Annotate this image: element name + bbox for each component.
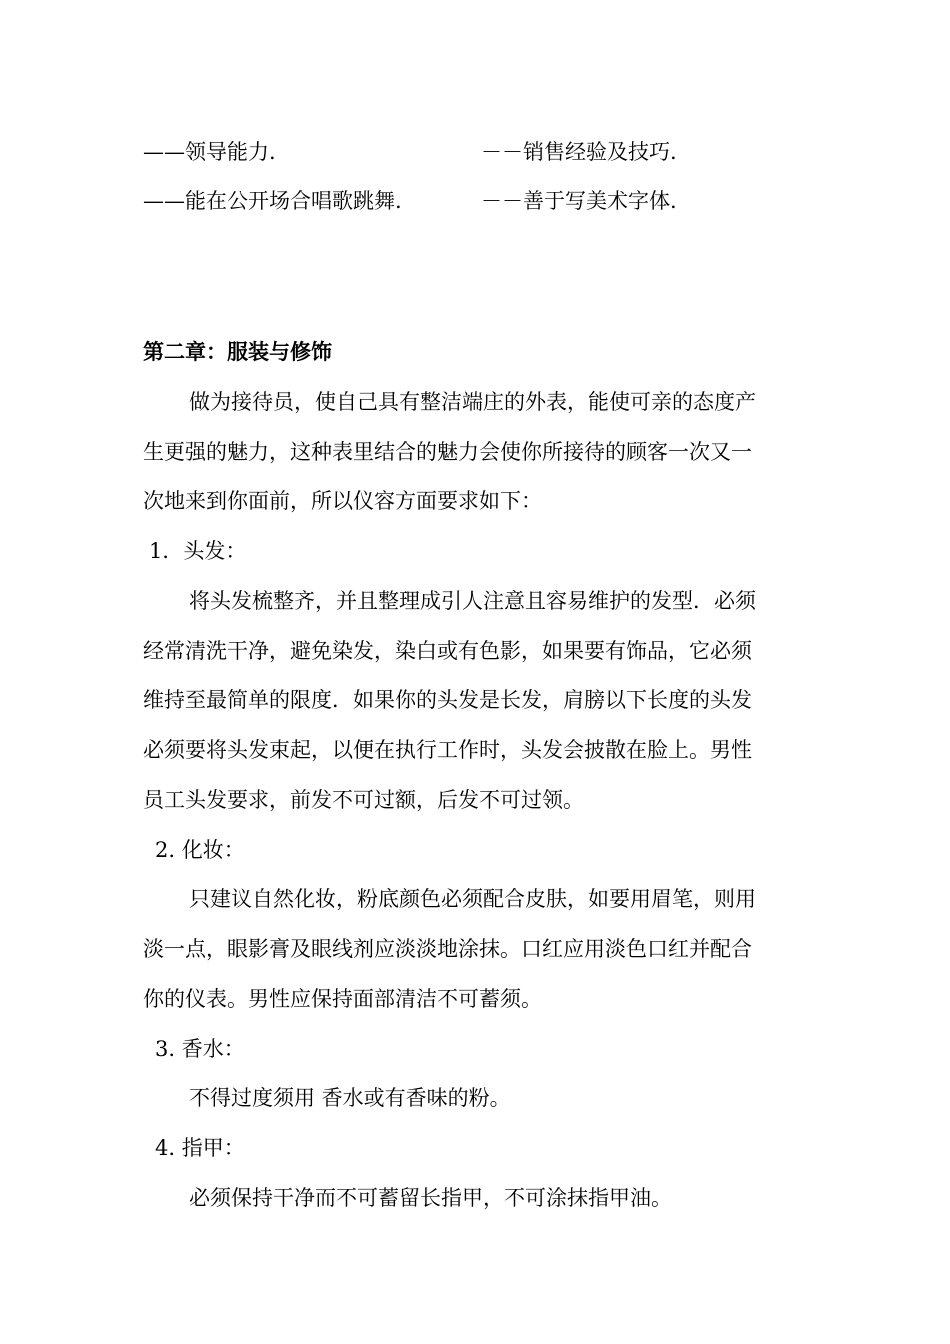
section-text: 将头发梳整齐，并且整理成引人注意且容易维护的发型．必须 [189,589,756,613]
chapter-title: 第二章：服装与修饰 [143,339,332,364]
section-text: 必须要将头发束起，以便在执行工作时，头发会披散在脸上。男性 [143,738,752,762]
section-text: 维持至最简单的限度．如果你的头发是长发，肩膀以下长度的头发 [143,688,752,712]
skill-item: －－销售经验及技巧. [481,140,677,164]
section-heading-makeup: 2. 化妆： [155,838,245,862]
section-text: 只建议自然化妆，粉底颜色必须配合皮肤，如要用眉笔，则用 [189,887,756,911]
section-text: 员工头发要求，前发不可过额，后发不可过领。 [143,788,584,812]
intro-line: 做为接待员，使自己具有整洁端庄的外表，能使可亲的态度产 [189,390,756,414]
section-text: 必须保持干净而不可蓄留长指甲，不可涂抹指甲油。 [189,1186,672,1210]
section-heading-nails: 4. 指甲： [155,1136,245,1160]
intro-line: 生更强的魅力，这种表里结合的魅力会使你所接待的顾客一次又一 [143,440,752,464]
skill-item: －－善于写美术字体. [481,189,677,213]
intro-line: 次地来到你面前，所以仪容方面要求如下： [143,489,542,513]
section-text: 你的仪表。男性应保持面部清洁不可蓄须。 [143,987,542,1011]
section-text: 淡一点，眼影膏及眼线剂应淡淡地涂抹。口红应用淡色口红并配合 [143,937,752,961]
section-heading-perfume: 3. 香水： [155,1037,245,1061]
section-heading-hair: 1．头发： [149,539,247,563]
section-text: 经常清洗干净，避免染发，染白或有色影，如果要有饰品，它必须 [143,639,752,663]
skill-item: ——能在公开场合唱歌跳舞. [143,189,402,213]
skill-item: ——领导能力. [143,140,276,164]
section-text: 不得过度须用 香水或有香味的粉。 [189,1086,511,1110]
